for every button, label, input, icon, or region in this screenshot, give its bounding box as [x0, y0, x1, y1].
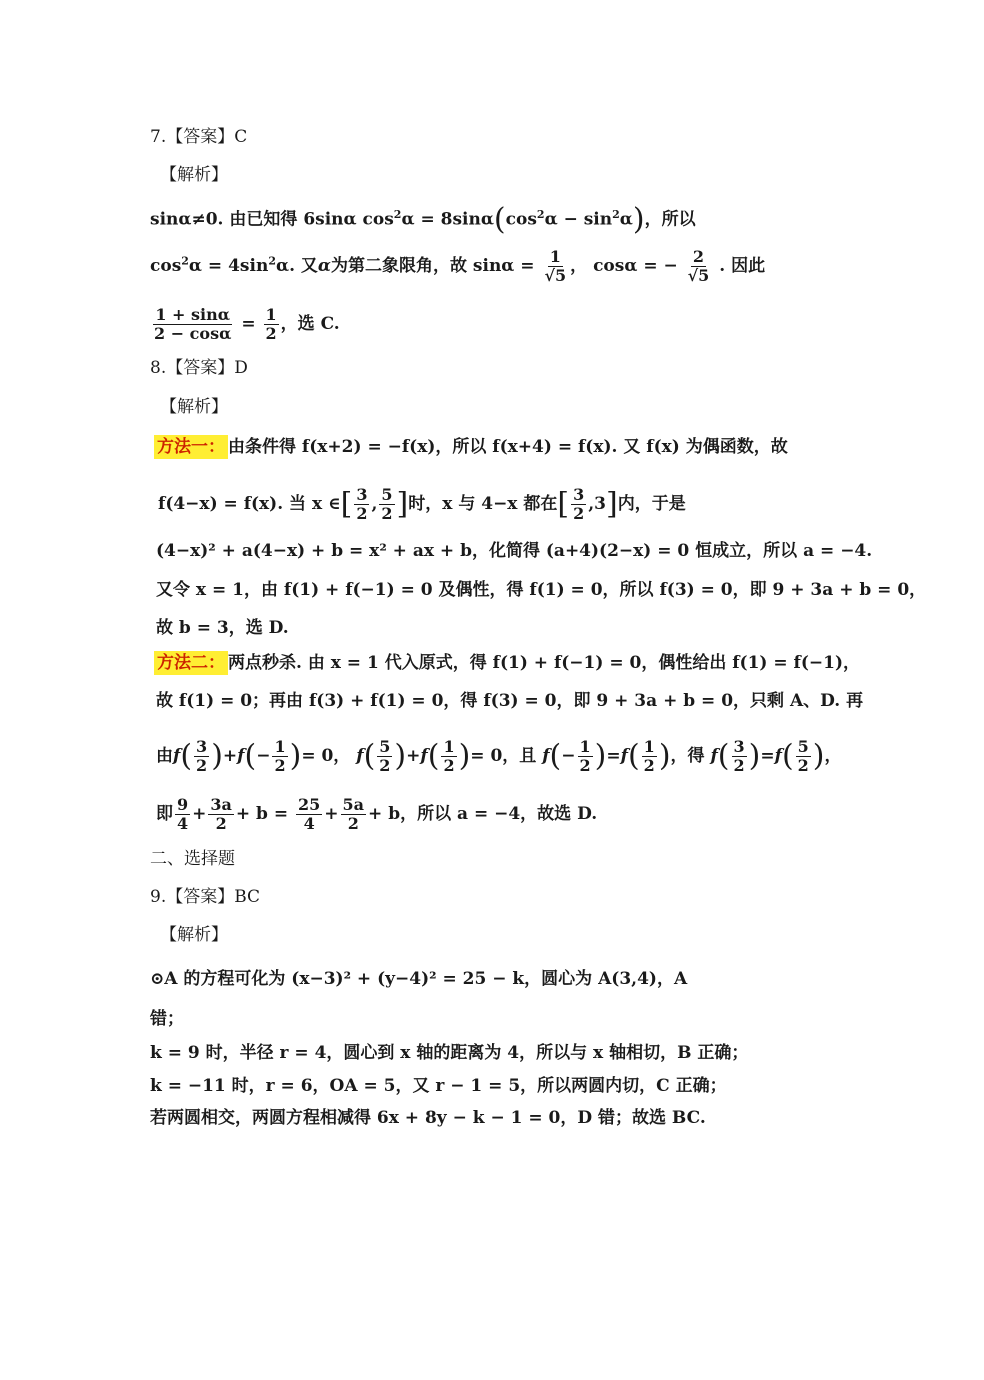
q9-line1: ⊙A 的方程可化为 (x−3)² + (y−4)² = 25 − k，圆心为 A(3,4)，A	[150, 969, 688, 989]
q7-jiexi: 【解析】	[160, 165, 228, 185]
q8-method1-line1: 方法一： 由条件得 f(x+2) = −f(x)，所以 f(x+4) = f(x). 又 f(x) 为偶函数，故	[154, 436, 788, 458]
q8-method1-line4: 又令 x = 1，由 f(1) + f(−1) = 0 及偶性，得 f(1) = 0，所以 f(3) = 0，即 9 + 3a + b = 0，	[156, 580, 927, 600]
q8-method1-line2: f(4−x) = f(x). 当 x ∈[ $\frac{3}{2}$ , $\frac{5}{2}$ ]时，x 与 4−x 都在[ $\frac{3}{2}$ ,3]内，于是	[158, 485, 686, 523]
q7-line3: $\frac{1 + \sin\alpha}{2 - \cos\alpha}$ = $\frac{1}{2}$ ，选 C.	[154, 305, 340, 343]
q7-line1: sinα≠0. 由已知得 6sinα $\cos^2\alpha = 8\sin\alpha(\cos^2\alpha - \sin^2\alpha)$，所以	[150, 202, 696, 238]
q8-method2-line3: 由f( $\frac{3}{2}$ )+f(− $\frac{1}{2}$ )= 0， f( $\frac{5}{2}$ )+f( $\frac{1}{2}$ )= 0，且 f(− $\frac{1}{2}$ )=f( $\frac{1}{2}$ )，得 f( $\frac{3}{2}$ )=f( $\frac{5}{2}$ )，	[156, 737, 842, 775]
method2-highlight: 方法二：	[154, 651, 228, 675]
frac-2-over-root5: $\frac{2}{√5}$	[687, 247, 710, 285]
q8-method1-line5: 故 b = 3，选 D.	[156, 618, 289, 638]
q9-line2: 错；	[150, 1009, 184, 1029]
q7-answer: 7.【答案】C	[150, 127, 248, 147]
method1-highlight: 方法一：	[154, 435, 228, 459]
q8-method2-line2: 故 f(1) = 0；再由 f(3) + f(1) = 0，得 f(3) = 0，即 9 + 3a + b = 0，只剩 A、D. 再	[156, 691, 864, 711]
q9-line5: 若两圆相交，两圆方程相减得 6x + 8y − k − 1 = 0，D 错；故选 BC.	[150, 1108, 706, 1128]
q8-method1-line3: (4−x)² + a(4−x) + b = x² + ax + b，化简得 (a+4)(2−x) = 0 恒成立，所以 a = −4.	[156, 541, 873, 561]
q7-line2: $\cos^2\alpha = 4\sin^2\alpha$. 又α为第二象限角，故 sinα = $\frac{1}{√5}$ ， cosα = − $\frac{2}{√5}$ . 因此	[150, 247, 766, 285]
q9-jiexi: 【解析】	[160, 925, 228, 945]
q9-line4: k = −11 时，r = 6，OA = 5，又 r − 1 = 5，所以两圆内切，C 正确；	[150, 1076, 727, 1096]
q8-method2-line4: 即 $\frac{9}{4}$ + $\frac{3a}{2}$ + b = $\frac{25}{4}$ + $\frac{5a}{2}$ + b，所以 a = −4，故选 D.	[156, 795, 598, 833]
frac-1-over-root5: $\frac{1}{√5}$	[544, 247, 567, 285]
frac-expression: $\frac{1 + \sin\alpha}{2 - \cos\alpha}$	[154, 305, 232, 343]
q9-line3: k = 9 时，半径 r = 4，圆心到 x 轴的距离为 4，所以与 x 轴相切，B 正确；	[150, 1043, 749, 1063]
section-heading: 二、选择题	[150, 849, 235, 869]
q8-jiexi: 【解析】	[160, 397, 228, 417]
frac-1-2: $\frac{1}{2}$	[265, 305, 277, 343]
q8-method2-line1: 方法二： 两点秒杀. 由 x = 1 代入原式，得 f(1) + f(−1) = 0，偶性给出 f(1) = f(−1)，	[154, 652, 860, 674]
q8-answer: 8.【答案】D	[150, 358, 248, 378]
q9-answer: 9.【答案】BC	[150, 887, 261, 907]
